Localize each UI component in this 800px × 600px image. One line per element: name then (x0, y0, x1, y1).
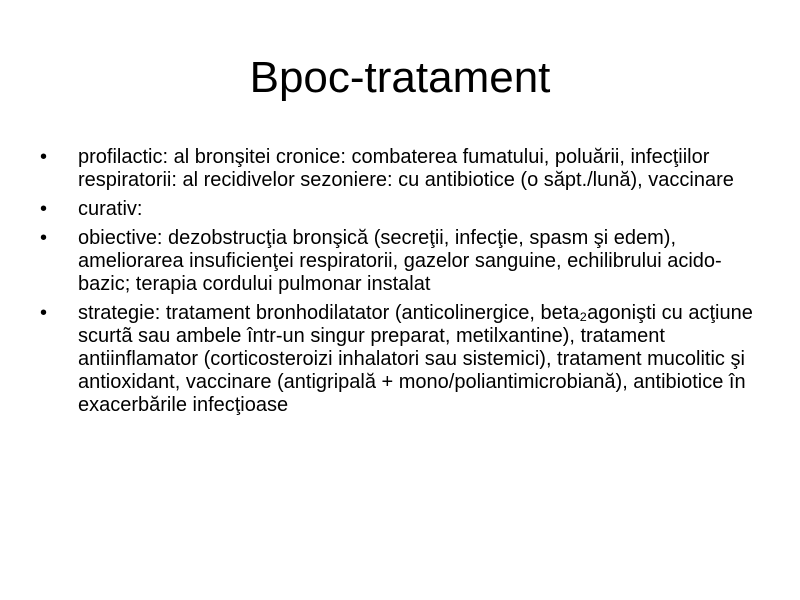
bullet-icon: • (40, 302, 48, 324)
bullet-item-strategie (40, 302, 770, 417)
bullet-item-obiective (40, 227, 770, 296)
bullet-list (40, 146, 770, 423)
slide-title: Bpoc-tratament (249, 53, 551, 102)
bullet-text: profilactic: al bronşitei cronice: combaterea fumatului, poluării, infecţiilor respiratorii: al recidivelor sezoniere: cu antibiotice (o săpt./lună), vaccinare (78, 146, 734, 191)
bullet-icon: • (40, 198, 48, 220)
bullet-item-profilactic (40, 146, 770, 192)
bullet-text: strategie: tratament bronhodilatator (anticolinergice, beta₂agonişti cu acţiune scurtã sau ambele într-un singur preparat, metilxantine), tratament antiinflamator (corticosteroizi inhalatori sau sistemici), tratament mucolitic şi antioxidant, vaccinare (antigripală + mono/poliantimicrobiană), antibiotice în exacerbările infecţioase (78, 302, 753, 416)
bullet-text: obiective: dezobstrucţia bronşică (secreţii, infecţie, spasm şi edem), ameliorarea insuficienţei respiratorii, gazelor sanguine, echilibrului acido-bazic; terapia cordului pulmonar instalat (78, 227, 722, 295)
bullet-icon: • (40, 146, 48, 168)
bullet-item-curativ (40, 198, 770, 221)
bullet-icon: • (40, 227, 48, 249)
bullet-text: curativ: (78, 198, 143, 220)
